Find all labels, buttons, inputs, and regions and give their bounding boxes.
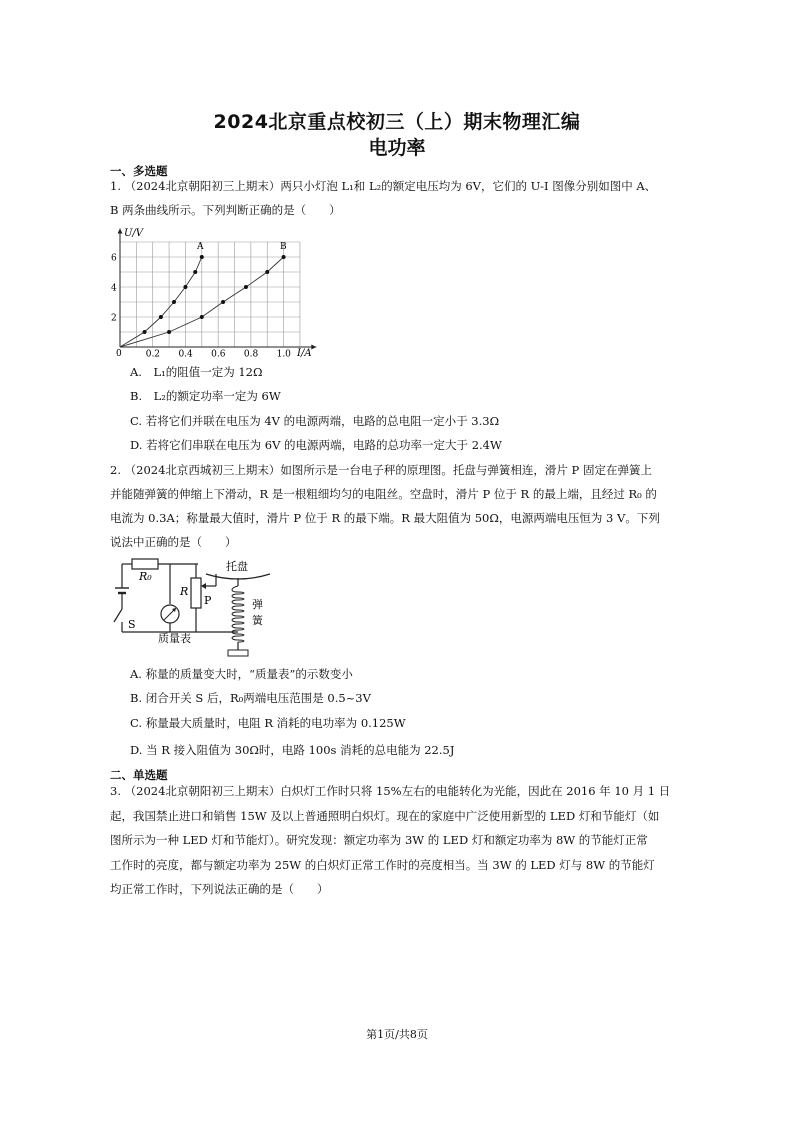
switch-blade <box>114 609 122 622</box>
question-2-line-4: 说法中正确的是（ ） <box>110 535 237 549</box>
p-label: P <box>204 594 212 607</box>
y-axis-arrow <box>118 229 123 234</box>
x-tick-label: 1.0 <box>276 349 291 360</box>
question-3-line-5: 均正常工作时，下列说法正确的是（ ） <box>110 882 329 896</box>
x-tick-label: 0.2 <box>145 349 161 360</box>
data-point-a <box>193 270 197 274</box>
y-axis-label: U/V <box>124 228 144 239</box>
question-1-option-b[interactable]: B. L₂的额定功率一定为 6W <box>130 389 281 403</box>
question-2-line-3: 电流为 0.3A；称量最大值时，滑片 P 位于 R 的最下端。R 最大阻值为 50Ω，电源两端电压恒为 3 V。下列 <box>110 511 660 525</box>
data-point-a <box>183 285 187 289</box>
r-resistor <box>191 578 201 608</box>
electronic-scale-circuit <box>106 556 286 662</box>
tray-label: 托盘 <box>226 560 248 573</box>
question-2-option-b[interactable]: B. 闭合开关 S 后，R₀两端电压范围是 0.5~3V <box>130 691 371 705</box>
y-tick-label: 4 <box>111 283 117 294</box>
data-point-b <box>244 285 248 289</box>
question-1-option-d[interactable]: D. 若将它们串联在电压为 6V 的电源两端，电路的总功率一定大于 2.4W <box>130 438 502 452</box>
slider-arrow <box>201 583 206 589</box>
origin-label: 0 <box>116 349 122 359</box>
question-3-line-1: 3. （2024北京朝阳初三上期末）白炽灯工作时只将 15%左右的电能转化为光能，因此在 2016 年 10 月 1 日 <box>110 784 671 798</box>
r0-resistor <box>132 559 158 569</box>
data-point-a <box>159 315 163 319</box>
y-tick-label: 6 <box>111 253 117 264</box>
question-2-option-d[interactable]: D. 当 R 接入阻值为 30Ω时，电路 100s 消耗的总电能为 22.5J <box>130 743 455 757</box>
switch-label: S <box>128 618 136 631</box>
question-1-option-c[interactable]: C. 若将它们并联在电压为 4V 的电源两端，电路的总电阻一定小于 3.3Ω <box>130 414 500 428</box>
data-point-a <box>172 300 176 304</box>
data-point-a <box>143 330 147 334</box>
r0-label: R₀ <box>139 570 152 583</box>
data-point-b <box>221 300 225 304</box>
data-point-b <box>265 270 269 274</box>
x-tick-label: 0.6 <box>211 349 226 360</box>
question-2-option-a[interactable]: A. 称量的质量变大时，“质量表”的示数变小 <box>130 667 353 681</box>
chart-series <box>120 255 286 347</box>
spring-coil <box>232 586 244 642</box>
spring-base <box>228 650 248 656</box>
question-1-line-2: B 两条曲线所示。下列判断正确的是（ ） <box>110 203 341 217</box>
data-point-b <box>167 330 171 334</box>
curve-b-label: B <box>280 242 287 252</box>
question-1-line-1: 1. （2024北京朝阳初三上期末）两只小灯泡 L₁和 L₂的额定电压均为 6V，它们的 U-I 图像分别如图中 A、 <box>110 179 657 193</box>
page-subtitle: 电功率 <box>368 137 426 159</box>
question-2-option-c[interactable]: C. 称量最大质量时，电阻 R 消耗的电功率为 0.125W <box>130 716 406 730</box>
question-2-line-1: 2. （2024北京西城初三上期末）如图所示是一台电子秤的原理图。托盘与弹簧相连，滑片 P 固定在弹簧上 <box>110 463 652 477</box>
question-3-line-4: 工作时的亮度，都与额定功率为 25W 的白炽灯正常工作时的亮度相当。当 3W 的 LED 灯与 8W 的节能灯 <box>110 858 655 872</box>
data-point-a <box>200 255 204 259</box>
section-heading-single-choice: 二、单选题 <box>110 768 168 782</box>
mass-meter-label: 质量表 <box>158 632 191 645</box>
question-3-line-3: 图所示为一种 LED 灯和节能灯）。研究发现：额定功率为 3W 的 LED 灯和额定功率为 8W 的节能灯正常 <box>110 833 648 847</box>
data-point-b <box>200 315 204 319</box>
u-i-graph <box>108 223 318 365</box>
data-point-b <box>282 255 286 259</box>
question-1-option-a[interactable]: A. L₁的阻值一定为 12Ω <box>130 365 263 379</box>
chart-grid <box>120 242 300 347</box>
page-footer: 第1页/共8页 <box>366 1028 428 1041</box>
curve-a-label: A <box>197 242 204 252</box>
x-tick-label: 0.8 <box>243 349 259 360</box>
spring-label-2: 簧 <box>252 614 263 627</box>
section-heading-multi-choice: 一、多选题 <box>110 164 168 178</box>
x-tick-label: 0.4 <box>178 349 193 360</box>
x-axis-arrow <box>311 345 316 350</box>
question-2-line-2: 并能随弹簧的伸缩上下滑动，R 是一根粗细均匀的电阻丝。空盘时，滑片 P 位于 R 的最上端，且经过 R₀ 的 <box>110 487 657 501</box>
spring-label-1: 弹 <box>252 598 263 611</box>
x-axis-label: I/A <box>297 348 312 359</box>
page-title: 2024北京重点校初三（上）期末物理汇编 <box>213 111 581 133</box>
chart-ticks <box>111 254 291 360</box>
question-3-line-2: 起，我国禁止进口和销售 15W 及以上普通照明白炽灯。现在的家庭中广泛使用新型的 LED 灯和节能灯（如 <box>110 809 660 823</box>
r-label: R <box>180 585 189 598</box>
y-tick-label: 2 <box>111 313 117 324</box>
